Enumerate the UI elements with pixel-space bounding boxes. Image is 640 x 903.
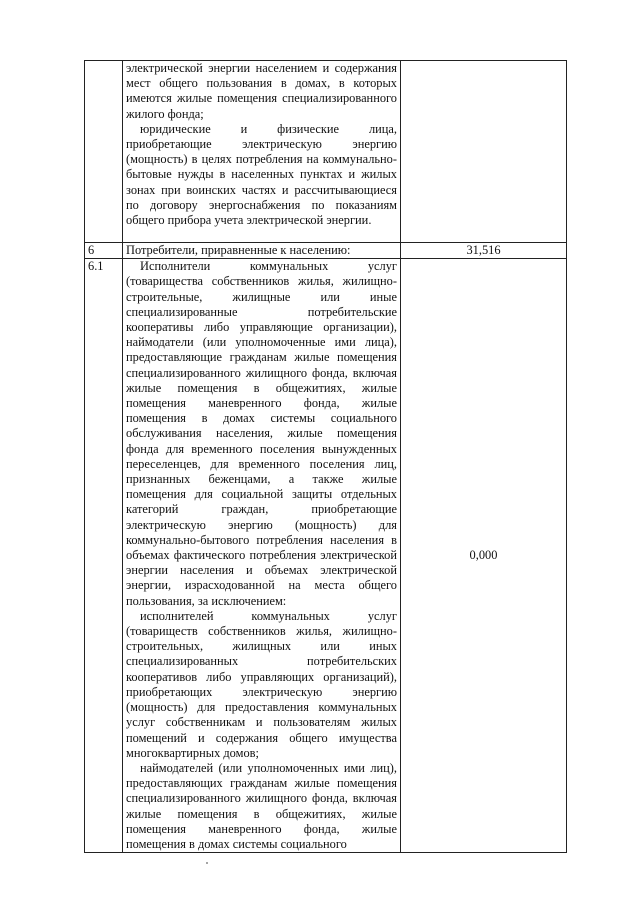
description-paragraph: электрической энергии населением и содержания мест общего пользования в домах, в которых имеются жилые помещения специализированного жилого фонда;	[126, 61, 397, 121]
description-paragraph: наймодателей (или уполномоченных ими лиц), предоставляющих гражданам жилые помещения специализированного жилищного фонда, включая жилые помещения в общежитиях, жилые помещения маневренного фонда, жилые помещения в домах системы социального	[126, 760, 397, 851]
table-row	[85, 243, 567, 259]
row-description	[123, 259, 401, 853]
row-number	[85, 61, 123, 243]
description-paragraph: Исполнители коммунальных услуг (товарищества собственников жилья, жилищно-строительные, жилищные или иные специализированные потребительские кооперативы либо управляющие организации), наймодатели (или уполномоченные ими лица), предоставляющие гражданам жилые помещения специализированного жилищного фонда, включая жилые помещения в общежитиях, жилые помещения маневренного фонда, жилые помещения в домах системы социального обслуживания населения, жилые помещения фонда для временного поселения вынужденных переселенцев, для временного поселения лиц, признанных беженцами, а также жилые помещения для социальной защиты отдельных категорий граждан, приобретающие электрическую энергию (мощность) для коммунально-бытового потребления населения в объемах фактического потребления электрической энергии населения и объемах электрической энергии, израсходованной на места общего пользования, за исключением:	[126, 259, 397, 608]
row-description: Потребители, приравненные к населению:	[123, 243, 401, 259]
row-value: 0,000	[401, 259, 567, 853]
row-value	[401, 61, 567, 243]
table-row	[85, 61, 567, 243]
table-row	[85, 259, 567, 853]
row-number: 6	[85, 243, 123, 259]
description-paragraph: исполнителей коммунальных услуг (товариществ собственников жилья, жилищно-строительных, жилищных или иных специализированных потребительских кооперативов либо управляющих организаций), приобретающих электрическую энергию (мощность) для предоставления коммунальных услуг собственникам и пользователям жилых помещений и содержания общего имущества многоквартирных домов;	[126, 608, 397, 760]
row-value: 31,516	[401, 243, 567, 259]
row-description	[123, 61, 401, 243]
tariff-table	[84, 60, 567, 853]
row-number: 6.1	[85, 259, 123, 853]
description-paragraph: юридические и физические лица, приобретающие электрическую энергию (мощность) в целях потребления на коммунально-бытовые нужды в населенных пунктах и жилых зонах при воинских частях и рассчитывающиеся по договору энергоснабжения по показаниям общего прибора учета электрической энергии.	[126, 121, 397, 228]
scan-speck	[206, 862, 208, 864]
